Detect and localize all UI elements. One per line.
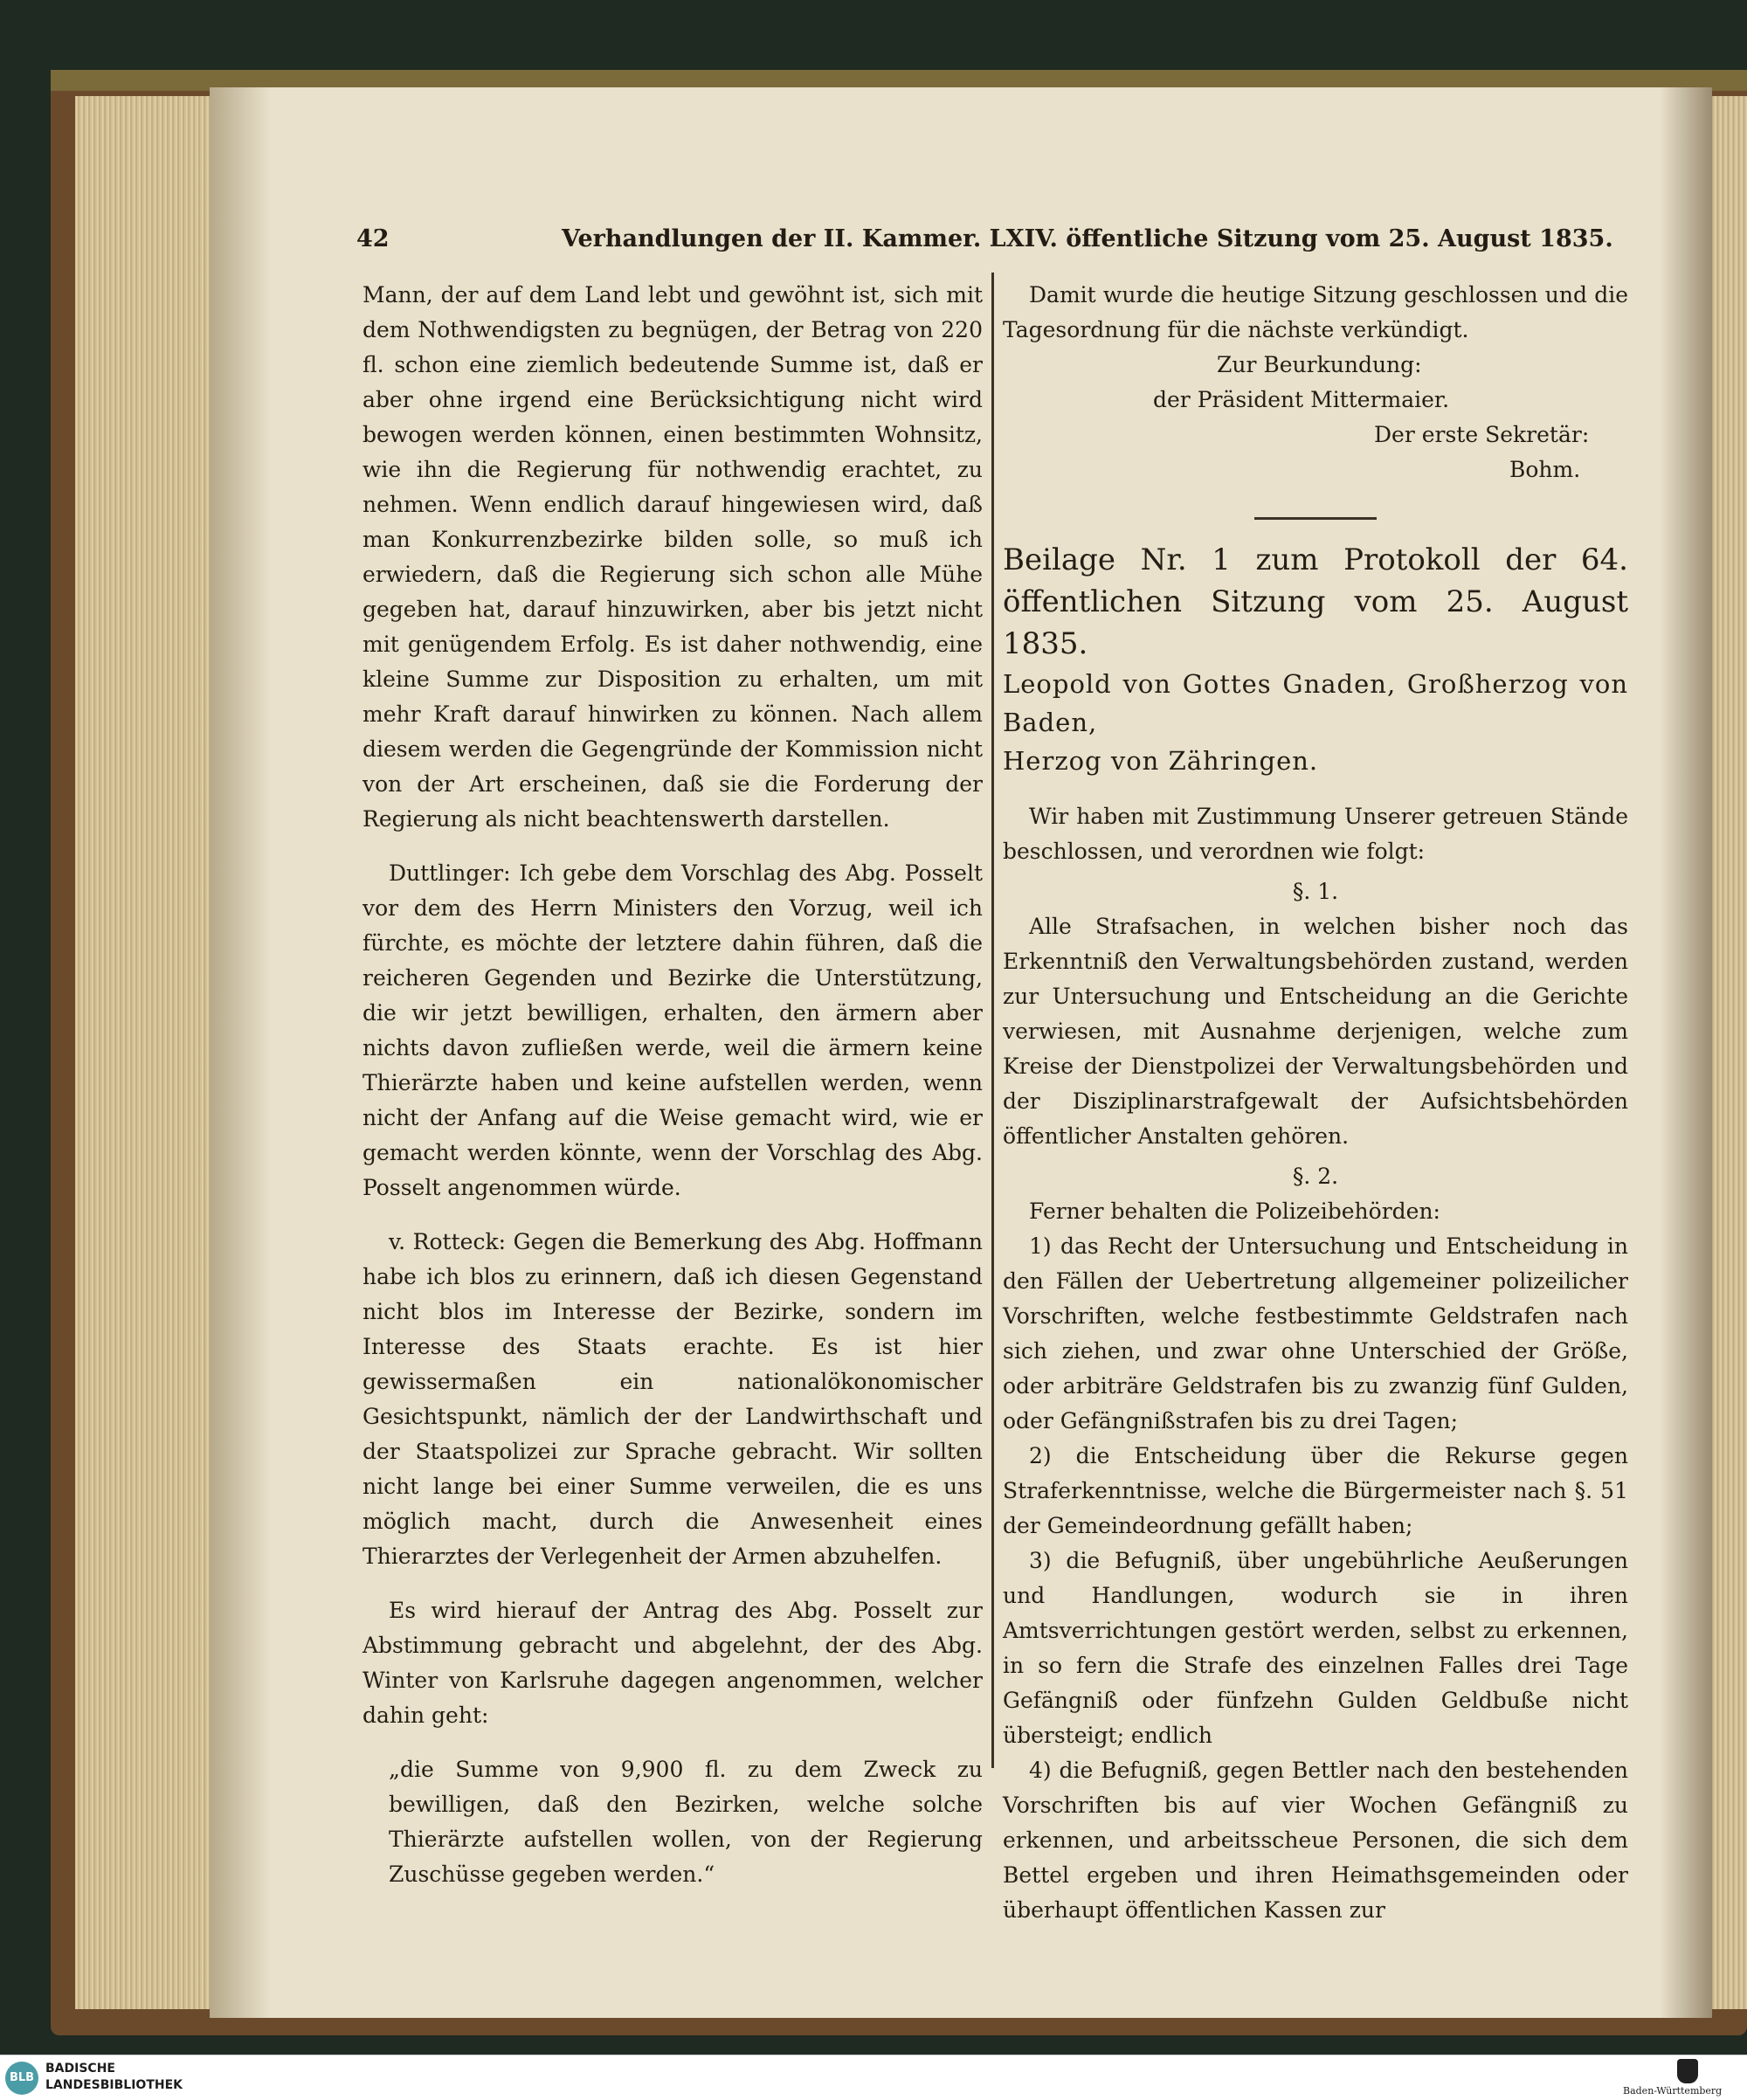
page-edges-left: [75, 96, 224, 2009]
column-divider: [991, 273, 994, 1768]
paragraph-regierung: Mann, der auf dem Land lebt und gewöhnt ist, sich mit dem Nothwendigsten zu begnügen, der Betrag von 220 fl. schon eine ziemlich bedeutende Summe ist, daß er aber ohne irgend eine Berücksichtigung nicht wird bewogen werden können, einen bestimmten Wohnsitz, wie ihn die Regierung für nothwendig erachtet, zu nehmen. Wenn endlich darauf hingewiesen wird, daß man Konkurrenzbezirke bilden solle, so muß ich erwiedern, daß die Regierung sich schon alle Mühe gegeben hat, darauf hinzuwirken, aber bis jetzt nicht mit genügendem Erfolg. Es ist daher nothwendig, eine kleine Summe zur Disposition zu erhalten, um mit mehr Kraft darauf hinwirken zu können. Nach allem diesem werden die Gegengründe der Kommission nicht von der Art erscheinen, daß sie die Forderung der Regierung als nicht beachtenswerth darstellen.: [363, 282, 983, 832]
paragraph-antrag-quote: „die Summe von 9,900 fl. zu dem Zweck zu bewilligen, daß den Bezirken, welche solche Thierärzte aufstellen wollen, von der Regierung Zuschüsse gegeben werden.“: [389, 1757, 983, 1887]
library-name: [45, 2061, 183, 2094]
attest-line: Zur Beurkundung:: [1217, 352, 1422, 377]
section-2-item-1: 1) das Recht der Untersuchung und Entscheidung in den Fällen der Uebertretung allgemeiner polizeilicher Vorschriften, welche festbestimmte Geldstrafen nach sich ziehen, und zwar ohne Unterschied der Größe, oder arbiträre Geldstrafen bis zu zwanzig fünf Gulden, oder Gefängnißstrafen bis zu drei Tagen;: [1003, 1233, 1628, 1433]
beilage-title: Beilage Nr. 1 zum Protokoll der 64. öffentlichen Sitzung vom 25. August 1835.: [1003, 542, 1628, 661]
coat-of-arms-icon: [1677, 2059, 1698, 2083]
section-1-text: Alle Strafsachen, in welchen bisher noch das Erkenntniß den Verwaltungsbehörden zustand, werden zur Untersuchung und Entscheidung an die Gerichte verwiesen, mit Ausnahme derjenigen, welche zum Kreise der Dienstpolizei der Verwaltungsbehörden und der Disziplinarstrafgewalt der Aufsichtsbehörden öffentlicher Anstalten gehören.: [1003, 914, 1628, 1149]
section-2-heading: §. 2.: [1292, 1164, 1339, 1189]
section-divider: [1254, 517, 1377, 520]
closing-sentence: Damit wurde die heutige Sitzung geschlossen und die Tagesordnung für die nächste verkündigt.: [1003, 282, 1628, 342]
leopold-line: Leopold von Gottes Gnaden, Großherzog von Baden,: [1003, 669, 1628, 737]
secretary-title: Der erste Sekretär:: [1374, 422, 1590, 447]
section-1-heading: §. 1.: [1292, 879, 1339, 904]
library-name-line-1: BADISCHE: [45, 2062, 115, 2076]
page-number: 42: [356, 225, 390, 252]
preamble: Wir haben mit Zustimmung Unserer getreuen Stände beschlossen, und verordnen wie folgt:: [1003, 804, 1628, 864]
running-head: [356, 225, 1613, 260]
state-name: Baden-Württemberg: [1623, 2085, 1723, 2097]
section-2-item-2: 2) die Entscheidung über die Rekurse gegen Straferkenntnisse, welche die Bürgermeister nach §. 51 der Gemeindeordnung gefällt haben;: [1003, 1443, 1628, 1538]
right-edge-shadow: [1660, 87, 1712, 2018]
viewer-footer: [0, 2055, 1747, 2100]
right-column: [1003, 278, 1628, 1928]
left-column: [363, 278, 983, 1892]
paragraph-duttlinger: Duttlinger: Ich gebe dem Vorschlag des Abg. Posselt vor dem des Herrn Ministers den Vorzug, weil ich fürchte, es möchte der letztere dahin führen, daß die reicheren Gegenden und Bezirke die Unterstützung, die wir jetzt bewilligen, erhalten, den ärmern aber nichts davon zufließen werde, weil die ärmern keine Thierärzte haben und keine aufstellen werden, wenn nicht der Anfang auf die Weise gemacht wird, wie er gemacht werden könnte, wenn der Vorschlag des Abg. Posselt angenommen würde.: [363, 860, 983, 1200]
secretary-name: Bohm.: [1509, 457, 1581, 482]
president-line: der Präsident Mittermaier.: [1153, 387, 1450, 412]
section-2-item-3: 3) die Befugniß, über ungebührliche Aeußerungen und Handlungen, wodurch sie in ihren Amtsverrichtungen gestört werden, selbst zu erkennen, in so fern die Strafe des einzelnen Falles drei Tage Gefängniß oder fünfzehn Gulden Geldbuße nicht übersteigt; endlich: [1003, 1548, 1628, 1748]
section-2-intro: Ferner behalten die Polizeibehörden:: [1029, 1199, 1440, 1224]
paragraph-rotteck: v. Rotteck: Gegen die Bemerkung des Abg. Hoffmann habe ich blos zu erinnern, daß ich diesen Gegenstand nicht blos im Interesse der Bezirke, sondern im Interesse des Staats erachte. Es ist hier gewissermaßen ein nationalökonomischer Gesichtspunkt, nämlich der der Landwirthschaft und der Staatspolizei zur Sprache gebracht. Wir sollten nicht lange bei einer Summe verweilen, die es uns möglich macht, durch die Anwesenheit eines Thierarztes der Verlegenheit der Armen abzuhelfen.: [363, 1229, 983, 1569]
library-name-line-2: LANDESBIBLIOTHEK: [45, 2078, 183, 2092]
page-edges-right: [1708, 96, 1747, 2009]
blb-logo[interactable]: BLB: [5, 2062, 38, 2095]
gutter-shadow: [210, 87, 271, 2018]
running-title: Verhandlungen der II. Kammer. LXIV. öffentliche Sitzung vom 25. August 1835.: [562, 225, 1613, 252]
herzog-line: Herzog von Zähringen.: [1003, 746, 1319, 776]
section-2-item-4: 4) die Befugniß, gegen Bettler nach den bestehenden Vorschriften bis auf vier Wochen Gefängniß zu erkennen, und arbeitsscheue Personen, die sich dem Bettel ergeben und ihren Heimathsgemeinden oder überhaupt öffentlichen Kassen zur: [1003, 1758, 1628, 1923]
paragraph-abstimmung: Es wird hierauf der Antrag des Abg. Posselt zur Abstimmung gebracht und abgelehnt, der des Abg. Winter von Karlsruhe dagegen angenommen, welcher dahin geht:: [363, 1598, 983, 1728]
